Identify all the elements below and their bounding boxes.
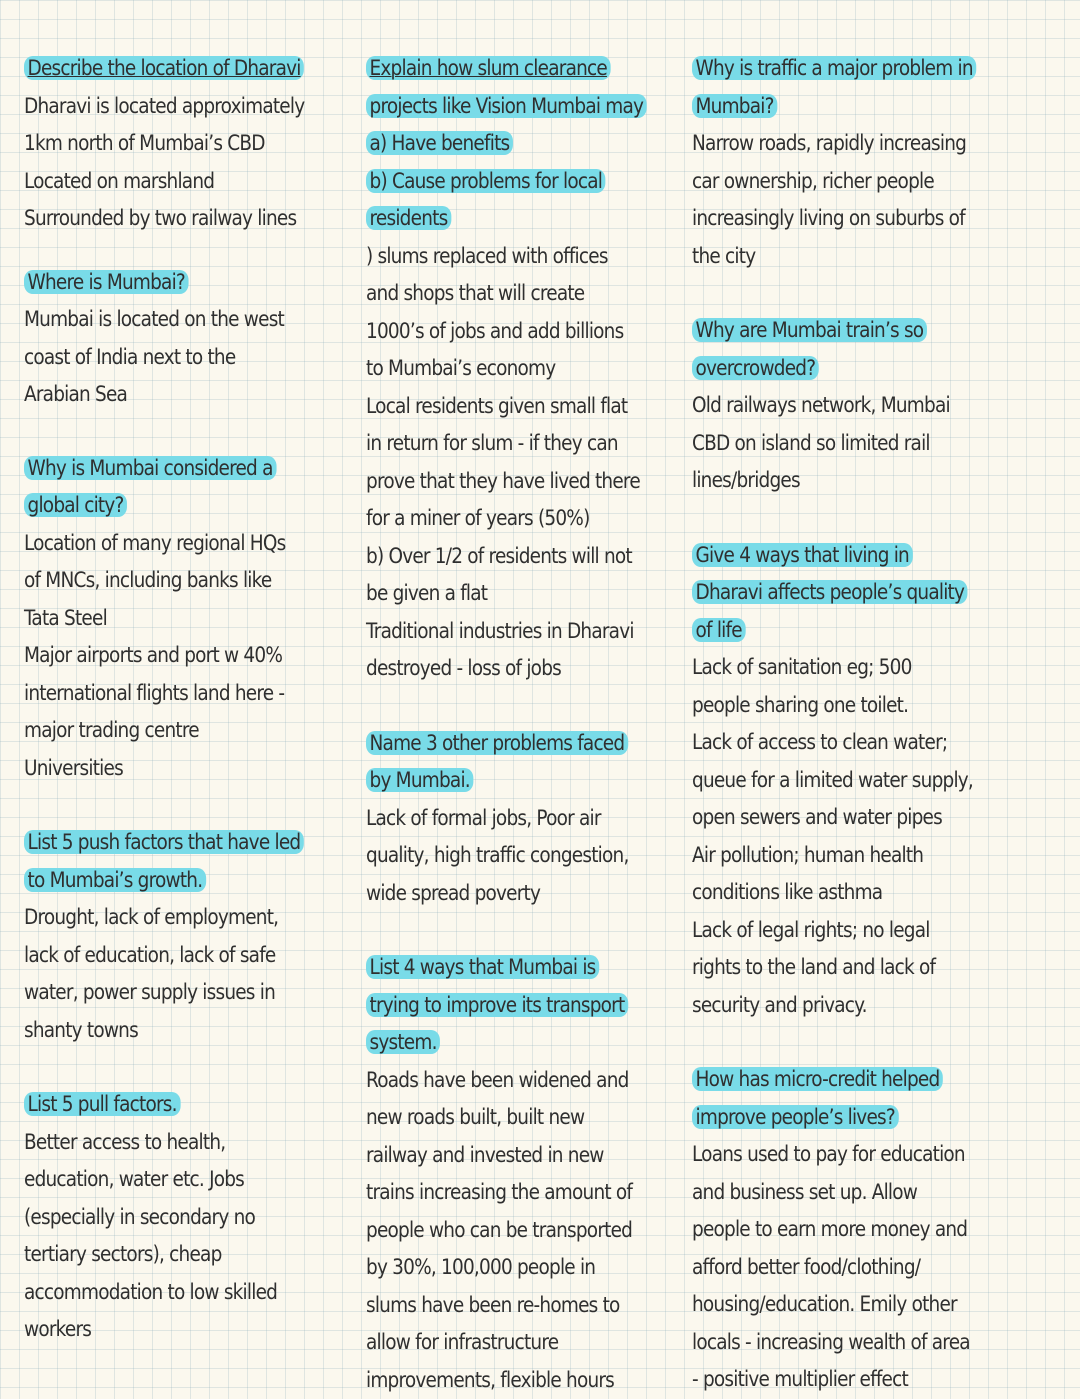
answer-line: Universities bbox=[24, 750, 297, 788]
answer-line: railway and invested in new bbox=[366, 1137, 630, 1175]
answer-line: Mumbai is located on the west bbox=[24, 301, 297, 339]
answer-line: people to earn more money and bbox=[692, 1211, 956, 1249]
question-line: Give 4 ways that living in bbox=[692, 537, 956, 575]
answer-line: b) Over 1/2 of residents will not bbox=[366, 538, 630, 576]
answer-line: and shops that will create bbox=[366, 275, 630, 313]
answer-line: and business set up. Allow bbox=[692, 1174, 956, 1212]
answer-line: people sharing one toilet. bbox=[692, 687, 956, 725]
answer-line: coast of India next to the bbox=[24, 339, 297, 377]
card-quality-of-life bbox=[692, 537, 992, 1025]
answer-line: Lack of sanitation eg; 500 bbox=[692, 649, 956, 687]
question-line: projects like Vision Mumbai may bbox=[366, 88, 630, 126]
card-transport bbox=[366, 949, 666, 1399]
answer-line: lines/bridges bbox=[692, 462, 956, 500]
answer-line: education, water etc. Jobs bbox=[24, 1161, 297, 1199]
card-other-problems bbox=[366, 725, 666, 913]
question-line: Describe the location of Dharavi bbox=[24, 50, 297, 88]
answer-line: destroyed - loss of jobs bbox=[366, 650, 630, 688]
answer-line: Tata Steel bbox=[24, 600, 297, 638]
answer-line: Lack of access to clean water; bbox=[692, 724, 956, 762]
card-micro-credit bbox=[692, 1061, 992, 1399]
answer-line: housing/education. Emily other bbox=[692, 1286, 956, 1324]
answer-line: prove that they have lived there bbox=[366, 463, 630, 501]
answer-line: rights to the land and lack of bbox=[692, 949, 956, 987]
answer-line: the city bbox=[692, 238, 956, 276]
question-line: Why is traffic a major problem in bbox=[692, 50, 956, 88]
answer-line: Roads have been widened and bbox=[366, 1062, 630, 1100]
answer-line: open sewers and water pipes bbox=[692, 799, 956, 837]
card-push-factors bbox=[24, 824, 334, 1049]
question-line: residents bbox=[366, 200, 630, 238]
answer-line: 1000’s of jobs and add billions bbox=[366, 313, 630, 351]
answer-line: CBD on island so limited rail bbox=[692, 425, 956, 463]
answer-line: accommodation to low skilled bbox=[24, 1274, 297, 1312]
answer-line: by 30%, 100,000 people in bbox=[366, 1249, 630, 1287]
answer-line: slums have been re-homes to bbox=[366, 1287, 630, 1325]
question-line: Mumbai? bbox=[692, 88, 956, 126]
question-line: overcrowded? bbox=[692, 350, 956, 388]
answer-line: Loans used to pay for education bbox=[692, 1136, 956, 1174]
answer-line: Old railways network, Mumbai bbox=[692, 387, 956, 425]
answer-line: Traditional industries in Dharavi bbox=[366, 613, 630, 651]
question-line: List 5 pull factors. bbox=[24, 1086, 297, 1124]
question-line: Why are Mumbai train’s so bbox=[692, 312, 956, 350]
card-traffic bbox=[692, 50, 992, 275]
answer-line: Location of many regional HQs bbox=[24, 525, 297, 563]
answer-line: Better access to health, bbox=[24, 1124, 297, 1162]
answer-line: Drought, lack of employment, bbox=[24, 899, 297, 937]
answer-line: international flights land here - bbox=[24, 675, 297, 713]
answer-line: conditions like asthma bbox=[692, 874, 956, 912]
question-line: Name 3 other problems faced bbox=[366, 725, 630, 763]
answer-line: Located on marshland bbox=[24, 163, 297, 201]
answer-line: Surrounded by two railway lines bbox=[24, 200, 297, 238]
answer-line: trains increasing the amount of bbox=[366, 1174, 630, 1212]
answer-line: quality, high traffic congestion, bbox=[366, 837, 630, 875]
answer-line: 1km north of Mumbai’s CBD bbox=[24, 125, 297, 163]
answer-line: increasingly living on suburbs of bbox=[692, 200, 956, 238]
answer-line: shanty towns bbox=[24, 1012, 297, 1050]
card-pull-factors bbox=[24, 1086, 334, 1349]
question-line: improve people’s lives? bbox=[692, 1099, 956, 1137]
question-line: Dharavi affects people’s quality bbox=[692, 574, 956, 612]
answer-line: water, power supply issues in bbox=[24, 974, 297, 1012]
answer-line: new roads built, built new bbox=[366, 1099, 630, 1137]
answer-line: Major airports and port w 40% bbox=[24, 637, 297, 675]
question-line: Explain how slum clearance bbox=[366, 50, 630, 88]
answer-line: queue for a limited water supply, bbox=[692, 762, 956, 800]
question-line: a) Have benefits bbox=[366, 125, 630, 163]
answer-line: Lack of legal rights; no legal bbox=[692, 912, 956, 950]
answer-line: of MNCs, including banks like bbox=[24, 562, 297, 600]
answer-line: in return for slum - if they can bbox=[366, 425, 630, 463]
question-line: Why is Mumbai considered a bbox=[24, 450, 297, 488]
question-line: system. bbox=[366, 1024, 630, 1062]
answer-line: ) slums replaced with offices bbox=[366, 238, 630, 276]
answer-line: to Mumbai’s economy bbox=[366, 350, 630, 388]
question-line: Where is Mumbai? bbox=[24, 264, 297, 302]
answer-line: Air pollution; human health bbox=[692, 837, 956, 875]
answer-line: be given a flat bbox=[366, 575, 630, 613]
card-dharavi-location bbox=[24, 50, 334, 238]
answer-line: tertiary sectors), cheap bbox=[24, 1236, 297, 1274]
question-line: b) Cause problems for local bbox=[366, 163, 630, 201]
answer-line: Lack of formal jobs, Poor air bbox=[366, 800, 630, 838]
column-3 bbox=[692, 50, 992, 1399]
question-line: trying to improve its transport bbox=[366, 987, 630, 1025]
answer-line: - positive multiplier effect bbox=[692, 1361, 956, 1399]
answer-line: car ownership, richer people bbox=[692, 163, 956, 201]
question-line: of life bbox=[692, 612, 956, 650]
column-1 bbox=[24, 50, 334, 1349]
column-2 bbox=[366, 50, 666, 1399]
answer-line: security and privacy. bbox=[692, 987, 956, 1025]
answer-line: major trading centre bbox=[24, 712, 297, 750]
question-line: global city? bbox=[24, 487, 297, 525]
question-line: to Mumbai’s growth. bbox=[24, 862, 297, 900]
question-line: List 4 ways that Mumbai is bbox=[366, 949, 630, 987]
card-slum-clearance bbox=[366, 50, 666, 688]
answer-line: improvements, flexible hours bbox=[366, 1362, 630, 1399]
answer-line: workers bbox=[24, 1311, 297, 1349]
answer-line: lack of education, lack of safe bbox=[24, 937, 297, 975]
answer-line: Arabian Sea bbox=[24, 376, 297, 414]
answer-line: Narrow roads, rapidly increasing bbox=[692, 125, 956, 163]
answer-line: Local residents given small flat bbox=[366, 388, 630, 426]
answer-line: afford better food/clothing/ bbox=[692, 1249, 956, 1287]
question-line: List 5 push factors that have led bbox=[24, 824, 297, 862]
answer-line: people who can be transported bbox=[366, 1212, 630, 1250]
answer-line: wide spread poverty bbox=[366, 875, 630, 913]
answer-line: (especially in secondary no bbox=[24, 1199, 297, 1237]
answer-line: locals - increasing wealth of area bbox=[692, 1324, 956, 1362]
question-line: by Mumbai. bbox=[366, 762, 630, 800]
answer-line: for a miner of years (50%) bbox=[366, 500, 630, 538]
card-trains bbox=[692, 312, 992, 500]
answer-line: Dharavi is located approximately bbox=[24, 88, 297, 126]
answer-line: allow for infrastructure bbox=[366, 1324, 630, 1362]
card-global-city bbox=[24, 450, 334, 788]
card-mumbai-location bbox=[24, 264, 334, 414]
question-line: How has micro-credit helped bbox=[692, 1061, 956, 1099]
